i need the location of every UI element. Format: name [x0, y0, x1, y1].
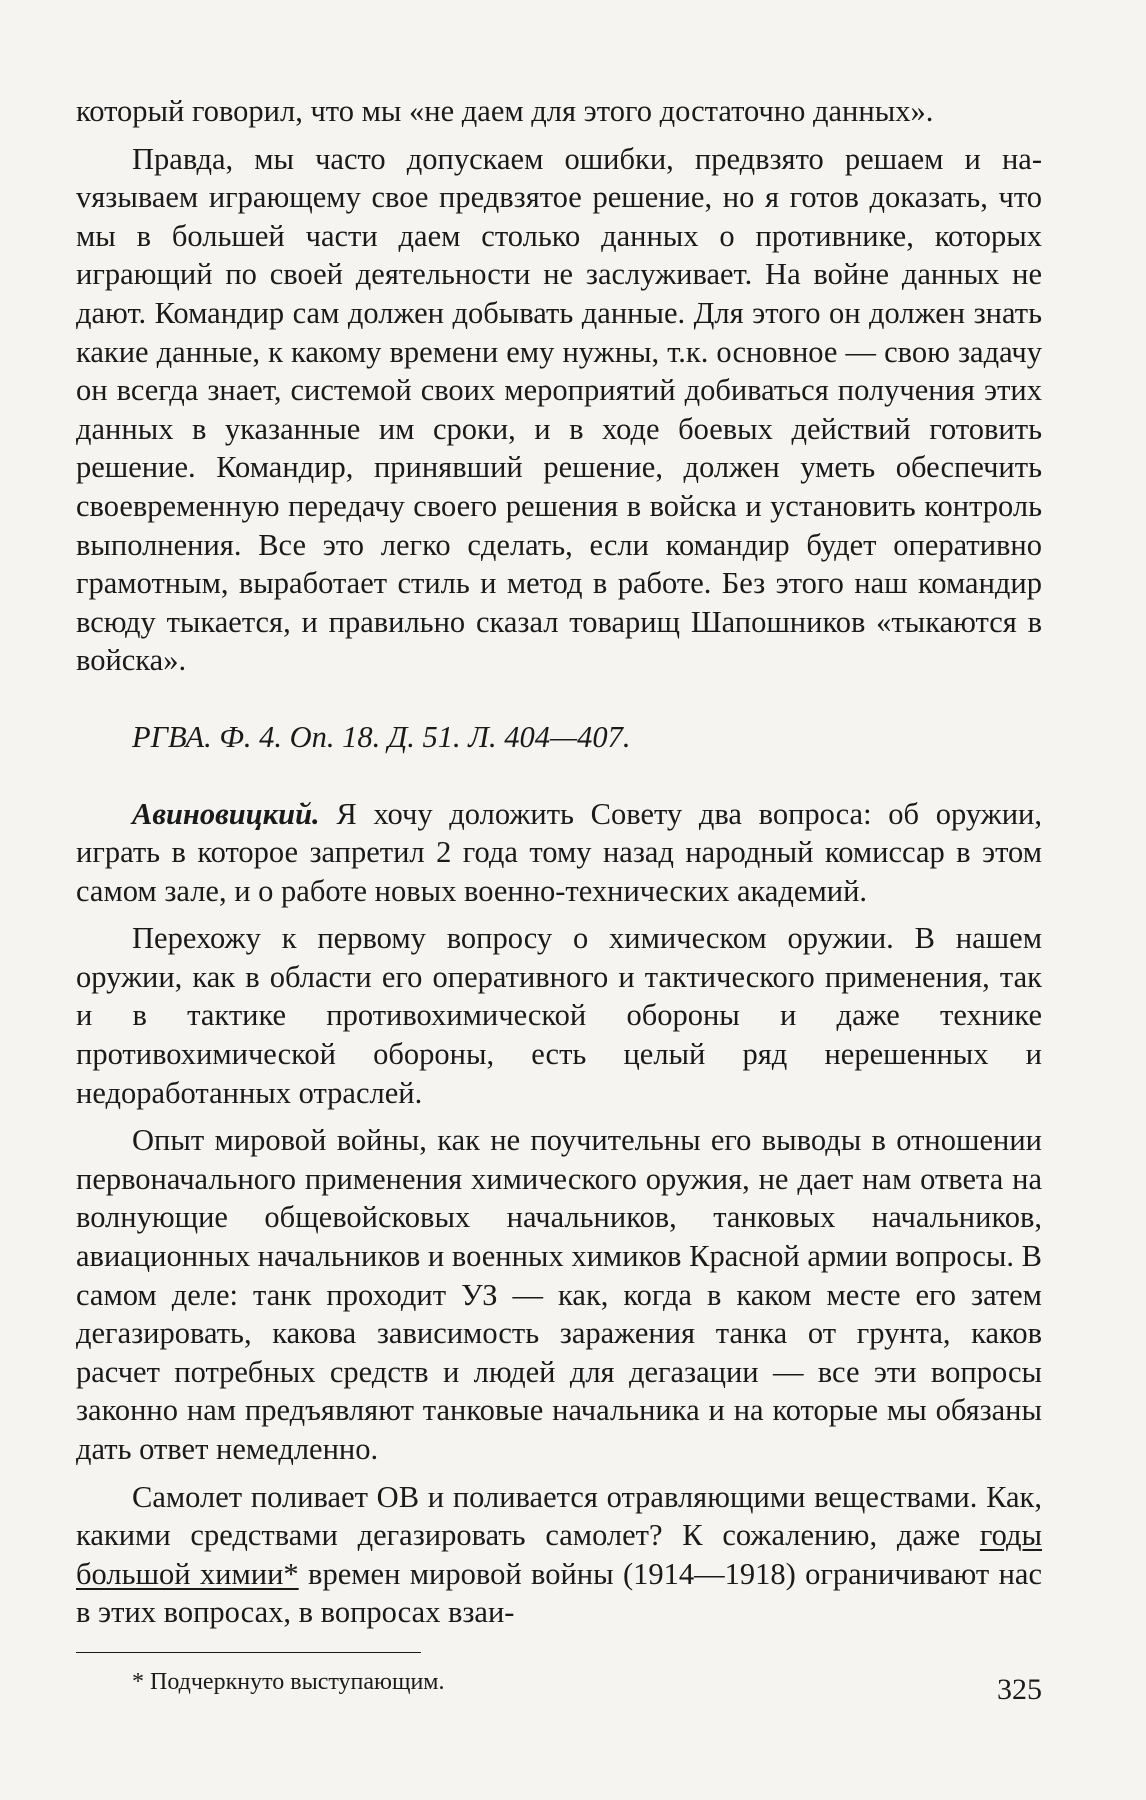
archive-source-reference: РГВА. Ф. 4. Оп. 18. Д. 51. Л. 404—407. [132, 719, 631, 754]
aircraft-text-before: Самолет поливает ОВ и поливается отравляющими веществами. Как, какими средствами дегазировать самолет? К сожалению, даже [76, 1479, 1042, 1553]
speaker-name: Авиновицкий. [132, 796, 320, 831]
page-number: 325 [997, 1673, 1042, 1706]
paragraph-speech-intro [76, 795, 1042, 911]
paragraph-world-war-experience: Опыт мировой войны, как не поучительны его выводы в отношении первоначального применения химического оружия, не дает нам ответа на волнующие общевойсковых начальников, танковых начальников, авиационных начальников и военных химиков Красной армии вопросы. В самом деле: танк проходит УЗ — как, когда в каком месте его затем дегазировать, какова зависимость заражения танка от грунта, каков расчет потребных средств и людей для дегазации — все эти вопросы законно нам предъявляют танковые начальника и на которые мы обязаны дать ответ немедленно. [76, 1123, 1042, 1466]
paragraph-continuation: который говорил, что мы «не даем для этого достаточно данных». [76, 94, 934, 128]
footnote-divider [76, 1652, 421, 1653]
underlined-phrase: годы большой химии* [76, 1518, 1042, 1591]
aircraft-text-after: времен мировой войны (1914—1918) ограничивают нас в этих вопросах, в вопросах взаи- [76, 1556, 1042, 1630]
footnote: * Подчеркнуто выступающим. [132, 1668, 445, 1695]
paragraph-aircraft-degassing [76, 1478, 1042, 1632]
paragraph-commander-data: Правда, мы часто допускаем ошибки, предвзято решаем и наvязываем играющему свое предвзятое решение, но я готов доказать, что мы в большей части даем столько данных о противнике, которых играющий по своей деятельности не заслуживает. На войне данных не дают. Командир сам должен добывать данные. Для этого он должен знать какие данные, к какому времени ему нужны, т.к. основное — свою задачу он всегда знает, системой своих мероприятий добиваться получения этих данных в указанные им сроки, и в ходе боевых действий готовить решение. Командир, принявший решение, должен уметь обеспечить своевременную передачу своего решения в войска и установить контроль выполнения. Все это легко сделать, если командир будет оперативно грамотным, выработает стиль и метод в работе. Без этого наш командир всюду тыкается, и правильно сказал товарищ Шапошников «тыкаются в войска». [76, 141, 1042, 678]
paragraph-chemical-weapons: Перехожу к первому вопросу о химическом оружии. В нашем оружии, как в области его оперативного и тактического применения, так и в тактике противохимической обороны и даже технике противохимической обороны, есть целый ряд нерешенных и недоработанных отраслей. [76, 921, 1042, 1110]
speech-intro-text: Я хочу доложить Совету два вопроса: об оружии, играть в которое запретил 2 года тому назад народный комиссар в этом самом зале, и о работе новых военно-технических академий. [76, 796, 1043, 908]
